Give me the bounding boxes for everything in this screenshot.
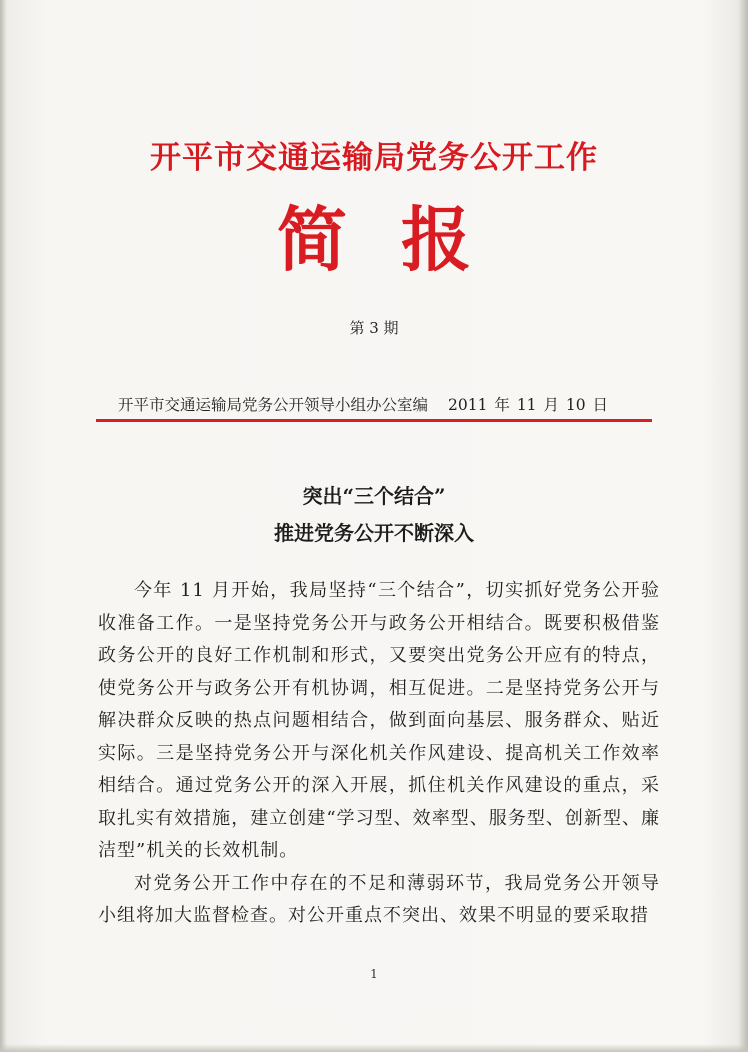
red-divider-line <box>96 419 652 422</box>
editor-name: 开平市交通运输局党务公开领导小组办公室编 <box>118 396 429 414</box>
editor-and-date-line <box>118 393 608 415</box>
page-number: 1 <box>370 967 378 981</box>
article-title-line-2: 推进党务公开不断深入 <box>274 521 474 545</box>
organization-title: 开平市交通运输局党务公开工作 <box>150 140 598 176</box>
article-title-line-1: 突出“三个结合” <box>302 484 446 508</box>
issue-number: 第 3 期 <box>349 319 399 337</box>
issue-date: 2011 年 11 月 10 日 <box>448 396 609 414</box>
bulletin-title: 简报 <box>277 198 525 281</box>
article-paragraph: 今年 11 月开始，我局坚持“三个结合”，切实抓好党务公开验收准备工作。一是坚持党务公开与政务公开相结合。既要积极借鉴政务公开的良好工作机制和形式，又要突出党务公开应有的特点，使党务公开与政务公开有机协调，相互促进。二是坚持党务公开与解决群众反映的热点问题相结合，做到面向基层、服务群众、贴近实际。三是坚持党务公开与深化机关作风建设、提高机关工作效率相结合。通过党务公开的深入开展，抓住机关作风建设的重点，采取扎实有效措施，建立创建“学习型、效率型、服务型、创新型、廉洁型”机关的长效机制。 <box>98 580 660 861</box>
scan-shadow-bottom <box>0 1044 748 1052</box>
article-paragraph: 对党务公开工作中存在的不足和薄弱环节，我局党务公开领导小组将加大监督检查。对公开重点不突出、效果不明显的要采取措 <box>98 872 660 926</box>
article-body <box>98 575 660 933</box>
